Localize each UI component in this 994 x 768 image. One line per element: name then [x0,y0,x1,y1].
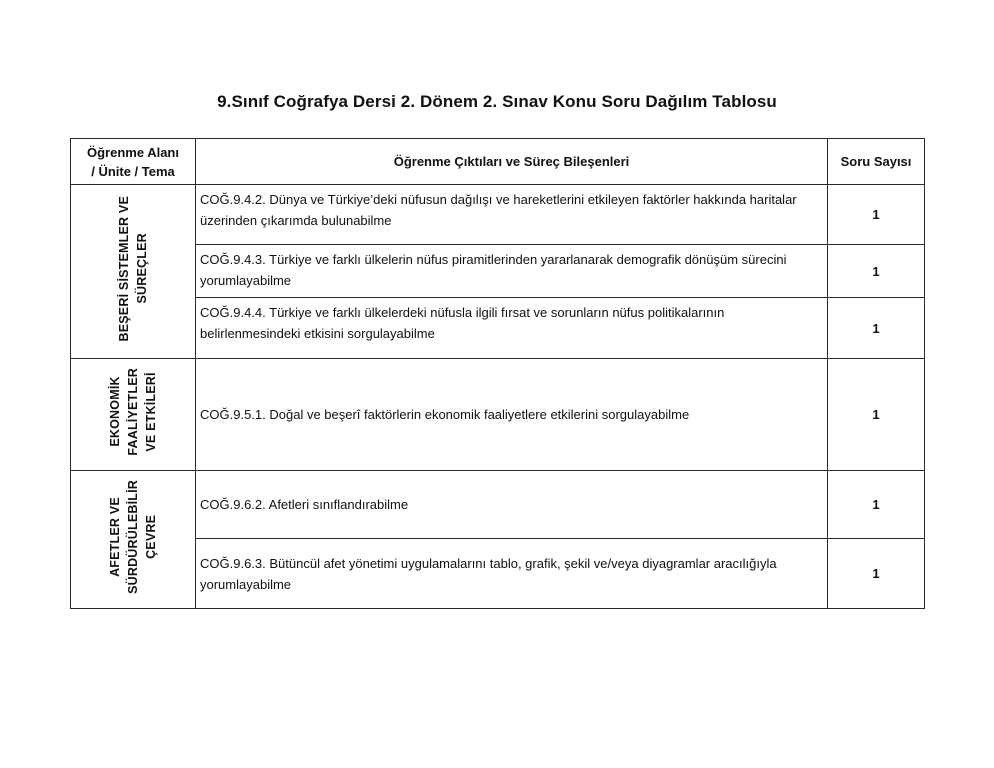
count-cell: 1 [828,539,925,609]
table-row [71,298,925,359]
unit-label: BEŞERİ SİSTEMLER VE SÜREÇLER [117,196,149,342]
header-learning-outcomes: Öğrenme Çıktıları ve Süreç Bileşenleri [196,139,828,185]
table-header-row [71,139,925,185]
table-row [71,471,925,539]
unit-cell-economic-activities [71,359,196,471]
unit-cell-human-systems [71,185,196,359]
outcome-cell: COĞ.9.6.2. Afetleri sınıflandırabilme [196,471,828,539]
count-cell: 1 [828,471,925,539]
table-row [71,539,925,609]
count-cell: 1 [828,298,925,359]
header-learning-area [71,139,196,185]
count-cell: 1 [828,359,925,471]
table-row [71,185,925,245]
unit-label: EKONOMİK FAALİYETLER VE ETKİLERİ [108,368,158,456]
table-row [71,359,925,471]
count-cell: 1 [828,185,925,245]
unit-cell-disasters [71,471,196,609]
question-distribution-table [70,138,925,609]
count-cell: 1 [828,245,925,298]
document-title: 9.Sınıf Coğrafya Dersi 2. Dönem 2. Sınav Konu Soru Dağılım Tablosu [217,92,777,111]
outcome-cell: COĞ.9.6.3. Bütüncül afet yönetimi uygulamalarını tablo, grafik, şekil ve/veya diyagramlar aracılığıyla yorumlayabilme [196,539,828,609]
header-question-count: Soru Sayısı [828,139,925,185]
outcome-cell: COĞ.9.4.3. Türkiye ve farklı ülkelerin nüfus piramitlerinden yararlanarak demografik dönüşüm sürecini yorumlayabilme [196,245,828,298]
outcome-cell: COĞ.9.4.4. Türkiye ve farklı ülkelerdeki nüfusla ilgili fırsat ve sorunların nüfus politikalarının belirlenmesindeki etkisini sorgulayabilme [196,298,828,359]
outcome-cell: COĞ.9.5.1. Doğal ve beşerî faktörlerin ekonomik faaliyetlere etkilerini sorgulayabilme [196,359,828,471]
outcome-cell: COĞ.9.4.2. Dünya ve Türkiye’deki nüfusun dağılışı ve hareketlerini etkileyen faktörler hakkında haritalar üzerinden çıkarımda bulunabilme [196,185,828,245]
table-row [71,245,925,298]
unit-label: AFETLER VE SÜRDÜRÜLEBİLİR ÇEVRE [108,480,158,594]
header-learning-area-line1: Öğrenme Alanı [87,144,179,160]
header-learning-area-line2: / Ünite / Tema [91,163,175,179]
